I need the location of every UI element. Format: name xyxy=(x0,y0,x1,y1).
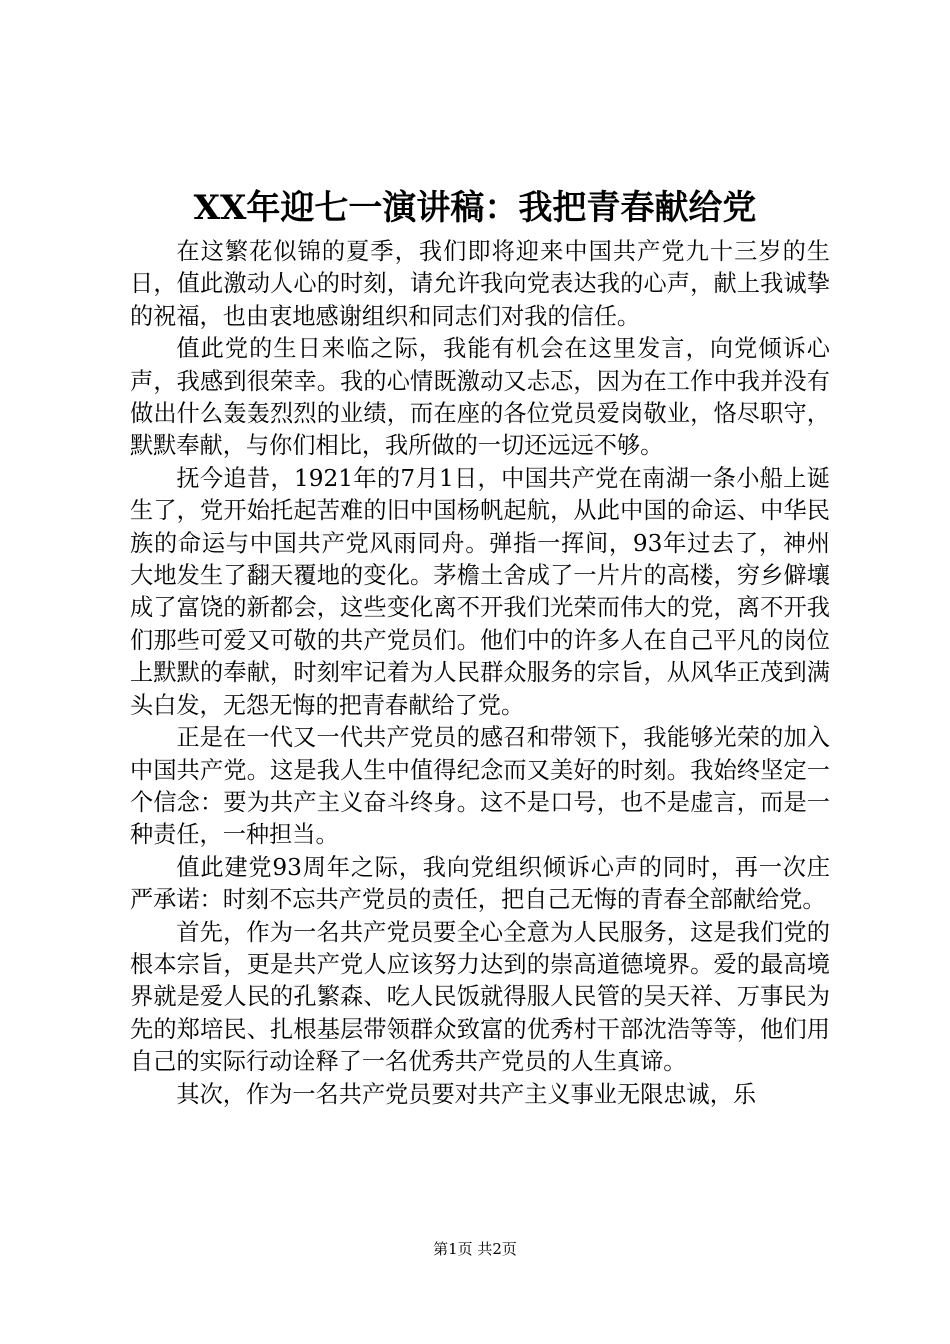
document-body xyxy=(130,236,830,1111)
paragraph: 值此党的生日来临之际，我能有机会在这里发言，向党倾诉心声，我感到很荣幸。我的心情既激动又忐忑，因为在工作中我并没有做出什么轰轰烈烈的业绩，而在座的各位党员爱岗敬业，恪尽职守，默默奉献，与你们相比，我所做的一切还远远不够。 xyxy=(130,335,830,460)
paragraph: 首先，作为一名共产党员要全心全意为人民服务，这是我们党的根本宗旨，更是共产党人应该努力达到的崇高道德境界。爱的最高境界就是爱人民的孔繁森、吃人民饭就得服人民管的吴天祥、万事民为先的郑培民、扎根基层带领群众致富的优秀村干部沈浩等等，他们用自己的实际行动诠释了一名优秀共产党员的人生真谛。 xyxy=(130,918,830,1076)
paragraph: 值此建党93周年之际，我向党组织倾诉心声的同时，再一次庄严承诺：时刻不忘共产党员的责任，把自己无悔的青春全部献给党。 xyxy=(130,853,830,914)
paragraph: 在这繁花似锦的夏季，我们即将迎来中国共产党九十三岁的生日，值此激动人心的时刻，请允许我向党表达我的心声，献上我诚挚的祝福，也由衷地感谢组织和同志们对我的信任。 xyxy=(130,238,830,330)
page-number-footer: 第1页 共2页 xyxy=(433,1240,517,1258)
paragraph: 其次，作为一名共产党员要对共产主义事业无限忠诚，乐 xyxy=(176,1080,757,1108)
paragraph: 正是在一代又一代共产党员的感召和带领下，我能够光荣的加入中国共产党。这是我人生中值得纪念而又美好的时刻。我始终坚定一个信念：要为共产主义奋斗终身。这不是口号，也不是虚言，而是一种责任，一种担当。 xyxy=(130,724,830,849)
paragraph: 抚今追昔，1921年的7月1日，中国共产党在南湖一条小船上诞生了，党开始托起苦难的旧中国杨帆起航，从此中国的命运、中华民族的命运与中国共产党风雨同舟。弹指一挥间，93年过去了，神州大地发生了翻天覆地的变化。茅檐土舍成了一片片的高楼，穷乡僻壤成了富饶的新都会，这些变化离不开我们光荣而伟大的党，离不开我们那些可爱又可敬的共产党员们。他们中的许多人在自己平凡的岗位上默默的奉献，时刻牢记着为人民群众服务的宗旨，从风华正茂到满头白发，无怨无悔的把青春献给了党。 xyxy=(130,464,830,719)
document-title: XX年迎七一演讲稿：我把青春献给党 xyxy=(193,188,757,228)
